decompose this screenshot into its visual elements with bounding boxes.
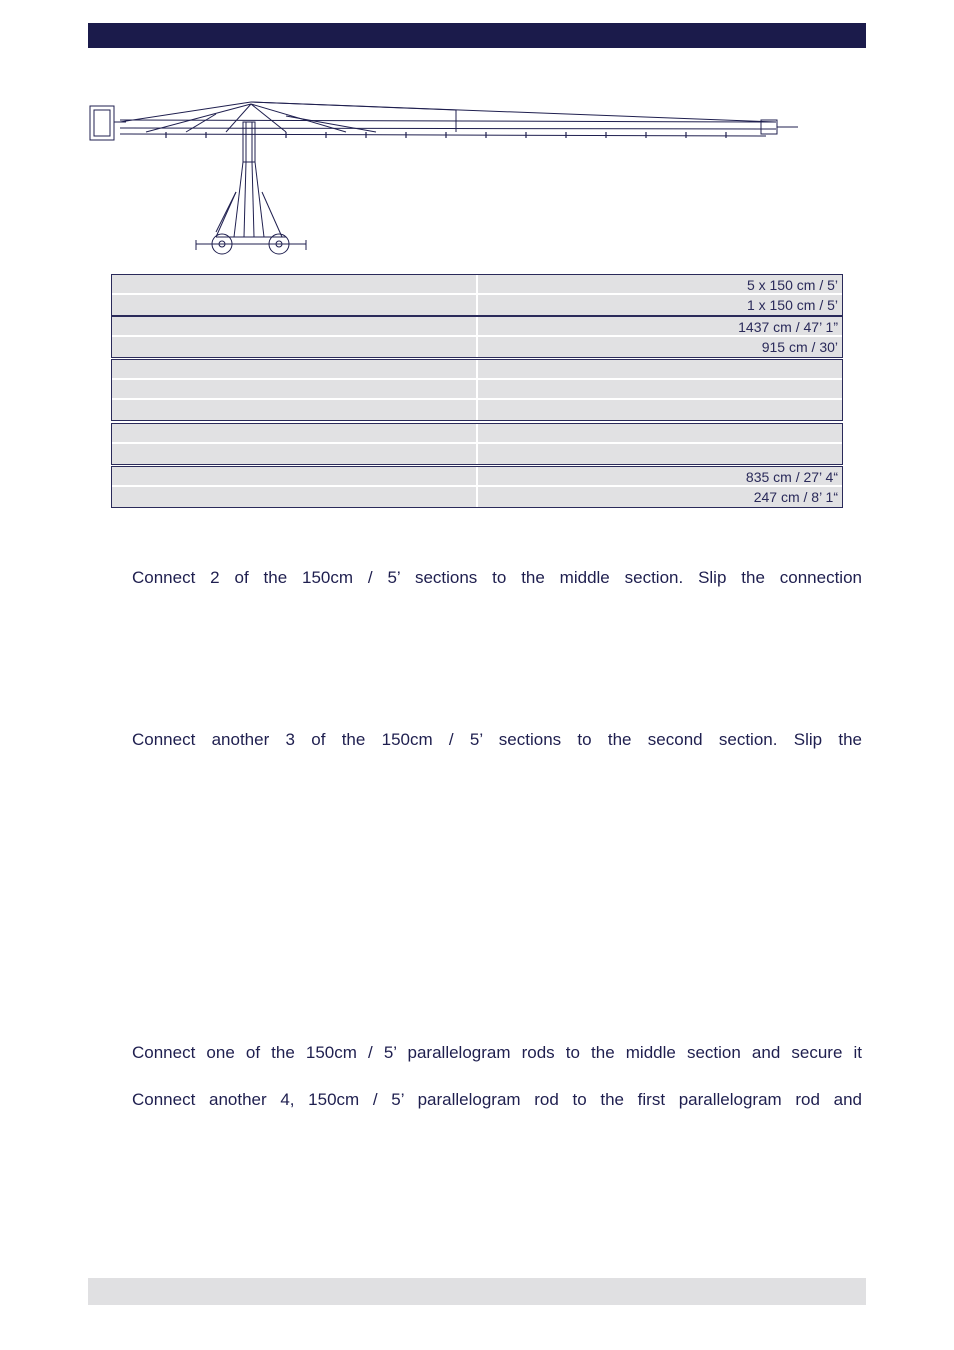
spec-row: [112, 487, 842, 507]
spec-row: [112, 400, 842, 420]
spec-row: [112, 467, 842, 487]
spec-value: [478, 444, 842, 464]
spec-row: [112, 337, 842, 357]
spec-label: [112, 487, 476, 507]
spec-label: [112, 444, 476, 464]
spec-row: [112, 424, 842, 444]
spec-value: 835 cm / 27’ 4“: [478, 467, 842, 485]
spec-value: [478, 400, 842, 420]
instruction-paragraph-4: Connect another 4, 150cm / 5’ parallelogram rod to the first parallelogram rod and: [132, 1090, 862, 1109]
spec-value: [478, 360, 842, 378]
spec-label: [112, 424, 476, 442]
spec-value: [478, 380, 842, 398]
spec-group-heights: [111, 466, 843, 508]
spec-row: [112, 360, 842, 380]
spec-label: [112, 337, 476, 357]
spec-label: [112, 295, 476, 315]
header-bar: [88, 23, 866, 48]
spec-value: 1 x 150 cm / 5’: [478, 295, 842, 315]
crane-diagram: [86, 92, 806, 262]
spec-group-lengths: [111, 316, 843, 358]
footer-bar: [88, 1278, 866, 1305]
spec-group-sections: [111, 274, 843, 316]
spec-label: [112, 275, 476, 293]
spec-row: [112, 444, 842, 464]
spec-value: [478, 424, 842, 442]
spec-value: 5 x 150 cm / 5’: [478, 275, 842, 293]
spec-label: [112, 360, 476, 378]
spec-label: [112, 317, 476, 335]
spec-row: [112, 317, 842, 337]
spec-row: [112, 295, 842, 315]
instruction-paragraph-1: Connect 2 of the 150cm / 5’ sections to the middle section. Slip the connection: [132, 568, 862, 587]
instruction-paragraph-2: Connect another 3 of the 150cm / 5’ sections to the second section. Slip the: [132, 730, 862, 749]
spec-value: 1437 cm / 47’ 1”: [478, 317, 842, 335]
spec-value: 247 cm / 8’ 1“: [478, 487, 842, 507]
spec-group-four: [111, 423, 843, 465]
spec-value: 915 cm / 30’: [478, 337, 842, 357]
spec-row: [112, 275, 842, 295]
spec-group-three: [111, 359, 843, 421]
spec-row: [112, 380, 842, 400]
spec-label: [112, 400, 476, 420]
spec-label: [112, 380, 476, 398]
instruction-paragraph-3: Connect one of the 150cm / 5’ parallelogram rods to the middle section and secure it: [132, 1043, 862, 1062]
spec-label: [112, 467, 476, 485]
